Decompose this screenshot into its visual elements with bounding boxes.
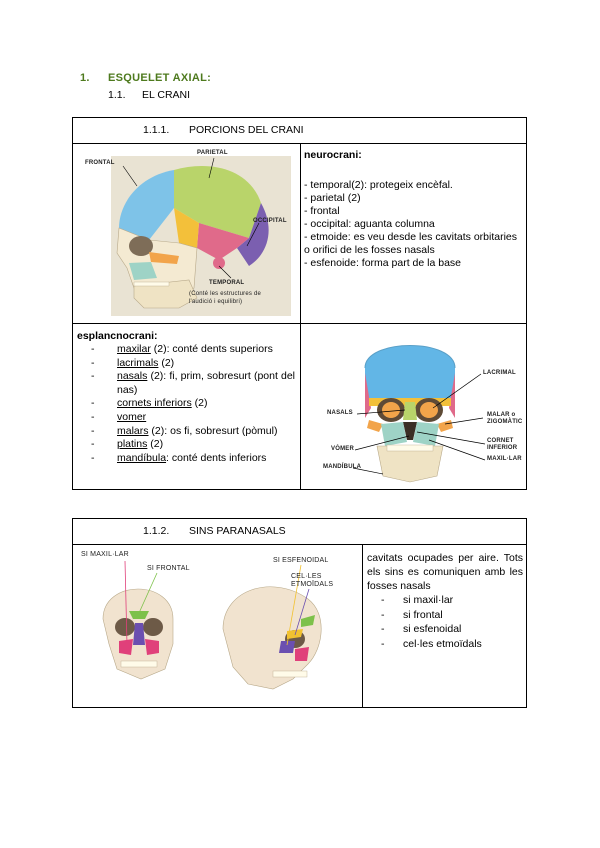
section-number: 1.1.2. (143, 525, 170, 537)
figure-caption: (Conté les estructures de l'audició i equilibri) (189, 291, 262, 305)
column-divider (362, 545, 363, 707)
neurocrani-title: neurocrani: (304, 149, 362, 161)
neurocrani-item: - parietal (2) (304, 192, 361, 204)
list-item: - vomer (77, 411, 295, 425)
label-parietal: PARIETAL (197, 150, 228, 156)
section-title: SINS PARANASALS (189, 525, 286, 537)
skull-frontal-figure (305, 328, 525, 486)
label-frontal: FRONTAL (85, 160, 115, 166)
column-divider (300, 144, 301, 489)
neurocrani-item: - occipital: aguanta columna (304, 218, 435, 230)
row-divider (73, 323, 526, 324)
subheading-el-crani (108, 89, 190, 101)
label-si-maxillar: SI MAXIL·LAR (81, 551, 129, 558)
label-cornet-inferior: CORNET INFERIOR (487, 438, 518, 451)
label-temporal: TEMPORAL (209, 280, 245, 286)
table-sins-paranasals (72, 518, 527, 708)
list-item: - platins (2) (77, 438, 295, 452)
label-vomer: VÒMER (331, 446, 355, 452)
label-si-esfenoidal: SI ESFENOIDAL (273, 557, 329, 564)
label-nasals: NASALS (327, 410, 353, 416)
sins-description: cavitats ocupades per aire. Tots els sins es comuniquen amb les fosses nasals (367, 552, 523, 592)
subheading-number: 1.1. (108, 89, 126, 101)
label-cel-les-etmoidals: CEL·LES ETMOÏDALS (291, 573, 334, 588)
list-item: - lacrimals (2) (77, 357, 295, 371)
label-si-frontal: SI FRONTAL (147, 565, 190, 572)
neurocrani-item: - esfenoide: forma part de la base (304, 257, 462, 269)
label-lacrimal: LACRIMAL (483, 370, 516, 376)
neurocrani-block (304, 149, 524, 270)
list-item: - si frontal (367, 608, 523, 623)
label-mandibula: MANDÍBULA (323, 464, 362, 470)
skull-lateral-figure (79, 148, 295, 318)
section-title: PORCIONS DEL CRANI (189, 124, 304, 136)
heading-number: 1. (80, 72, 90, 84)
list-item: - si esfenoidal (367, 622, 523, 637)
list-item: - cel·les etmoïdals (367, 637, 523, 652)
section-number: 1.1.1. (143, 124, 170, 136)
list-item: - mandíbula: conté dents inferiors (77, 452, 295, 466)
list-item: - malars (2): os fi, sobresurt (pòmul) (77, 425, 295, 439)
skull-frontal-illustration (305, 328, 525, 486)
label-maxilar: MAXIL·LAR (487, 456, 522, 462)
subheading-title: EL CRANI (142, 89, 191, 101)
esplancnocrani-title: esplancnocrani: (77, 330, 158, 342)
sins-description-block (367, 551, 523, 651)
list-item: - maxilar (2): conté dents superiors (77, 343, 295, 357)
table-porcions-del-crani (72, 117, 527, 490)
list-item: - cornets inferiors (2) (77, 397, 295, 411)
neurocrani-item: - etmoide: es veu desde les cavitats orbitaries o orifici de les fosses nasals (304, 231, 518, 256)
sins-list (367, 593, 523, 651)
table-header (73, 118, 526, 144)
label-occipital: OCCIPITAL (253, 218, 287, 224)
list-item: - si maxil·lar (367, 593, 523, 608)
neurocrani-item: - temporal(2): protegeix encèfal. (304, 179, 453, 191)
esplancnocrani-list (77, 343, 295, 465)
esplancnocrani-block (77, 330, 295, 465)
heading-title: ESQUELET AXIAL: (108, 72, 212, 84)
heading-esquelet-axial (80, 72, 211, 84)
sinuses-figure (73, 549, 359, 705)
list-item: - nasals (2): fi, prim, sobresurt (pont del nas) (77, 370, 295, 397)
neurocrani-item: - frontal (304, 205, 340, 217)
table-header (73, 519, 526, 545)
label-malar: MALAR o ZIGOMÀTIC (487, 412, 523, 425)
